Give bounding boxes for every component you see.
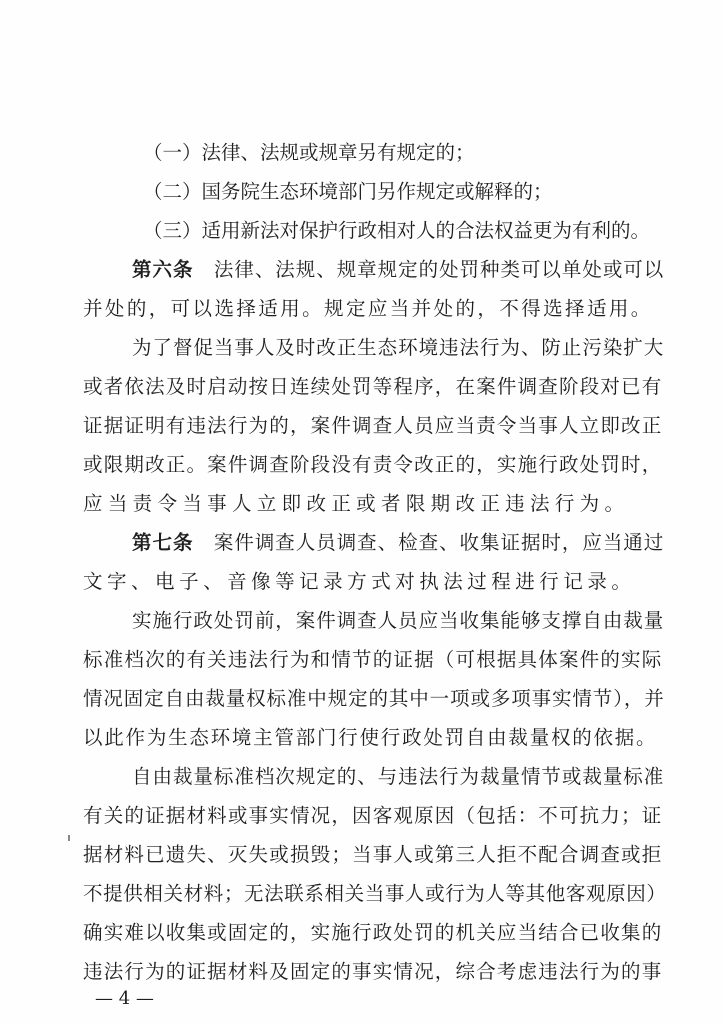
text-line (83, 921, 662, 945)
text-line (83, 414, 662, 438)
line-text: 法律、法规、规章规定的处罚种类可以单处或可以 (193, 258, 665, 281)
text-line (83, 297, 653, 321)
article-heading: 第六条 (132, 258, 194, 281)
line-text: 证据证明有违法行为的，案件调查人员应当责令当事人立即改正 (83, 414, 663, 437)
line-text: 情况固定自由裁量权标准中规定的其中一项或多项事实情节），并 (83, 687, 665, 710)
line-text: （二）国务院生态环境部门另作规定或解释的； (143, 180, 553, 203)
text-line (83, 843, 662, 867)
text-line (143, 180, 553, 204)
line-text: 案件调查人员调查、检查、收集证据时，应当通过 (193, 531, 665, 554)
line-text: 并处的，可以选择适用。规定应当并处的，不得选择适用。 (83, 297, 653, 320)
line-text: 据材料已遗失、灭失或损毁；当事人或第三人拒不配合调查或拒 (83, 843, 663, 866)
line-text: 有关的证据材料或事实情况，因客观原因（包括：不可抗力；证 (83, 804, 663, 827)
text-line (83, 882, 667, 906)
line-text: 确实难以收集或固定的，实施行政处罚的机关应当结合已收集的 (83, 921, 663, 944)
article-7-line (132, 531, 664, 555)
text-line (132, 609, 664, 633)
text-line (83, 960, 662, 984)
line-text: 或者依法及时启动按日连续处罚等程序，在案件调查阶段对已有 (83, 375, 663, 398)
text-line (83, 375, 662, 399)
line-text: 应当责令当事人立即改正或者限期改正违法行为。 (83, 492, 630, 515)
line-text: 标准档次的有关违法行为和情节的证据（可根据具体案件的实际 (83, 648, 663, 671)
text-line (83, 804, 662, 828)
line-text: 自由裁量标准档次规定的、与违法行为裁量情节或裁量标准 (132, 765, 665, 788)
line-text: 或限期改正。案件调查阶段没有责令改正的，实施行政处罚时， (83, 453, 663, 476)
text-line (83, 648, 662, 672)
text-line (83, 570, 635, 594)
text-line (132, 765, 664, 789)
line-text: 实施行政处罚前，案件调查人员应当收集能够支撑自由裁量 (132, 609, 665, 632)
line-text: 不提供相关材料；无法联系相关当事人或行为人等其他客观原因） (83, 882, 667, 905)
article-6-line (132, 258, 664, 282)
line-text: （一）法律、法规或规章另有规定的； (143, 141, 475, 164)
article-heading: 第七条 (132, 531, 194, 554)
text-line (83, 453, 662, 477)
text-line (143, 141, 475, 165)
line-text: （三）适用新法对保护行政相对人的合法权益更为有利的。 (143, 219, 651, 242)
line-text: 为了督促当事人及时改正生态环境违法行为、防止污染扩大 (132, 336, 665, 359)
page-number: — 4 — (95, 988, 154, 1009)
text-line (132, 336, 664, 360)
line-text: 以此作为生态环境主管部门行使行政处罚自由裁量权的依据。 (83, 726, 658, 749)
text-line (143, 219, 650, 243)
line-text: 文字、电子、音像等记录方式对执法过程进行记录。 (83, 570, 636, 593)
line-text: 违法行为的证据材料及固定的事实情况，综合考虑违法行为的事 (83, 960, 663, 983)
scan-mark (68, 835, 70, 841)
text-line (83, 726, 657, 750)
text-line (83, 492, 629, 516)
text-line (83, 687, 665, 711)
